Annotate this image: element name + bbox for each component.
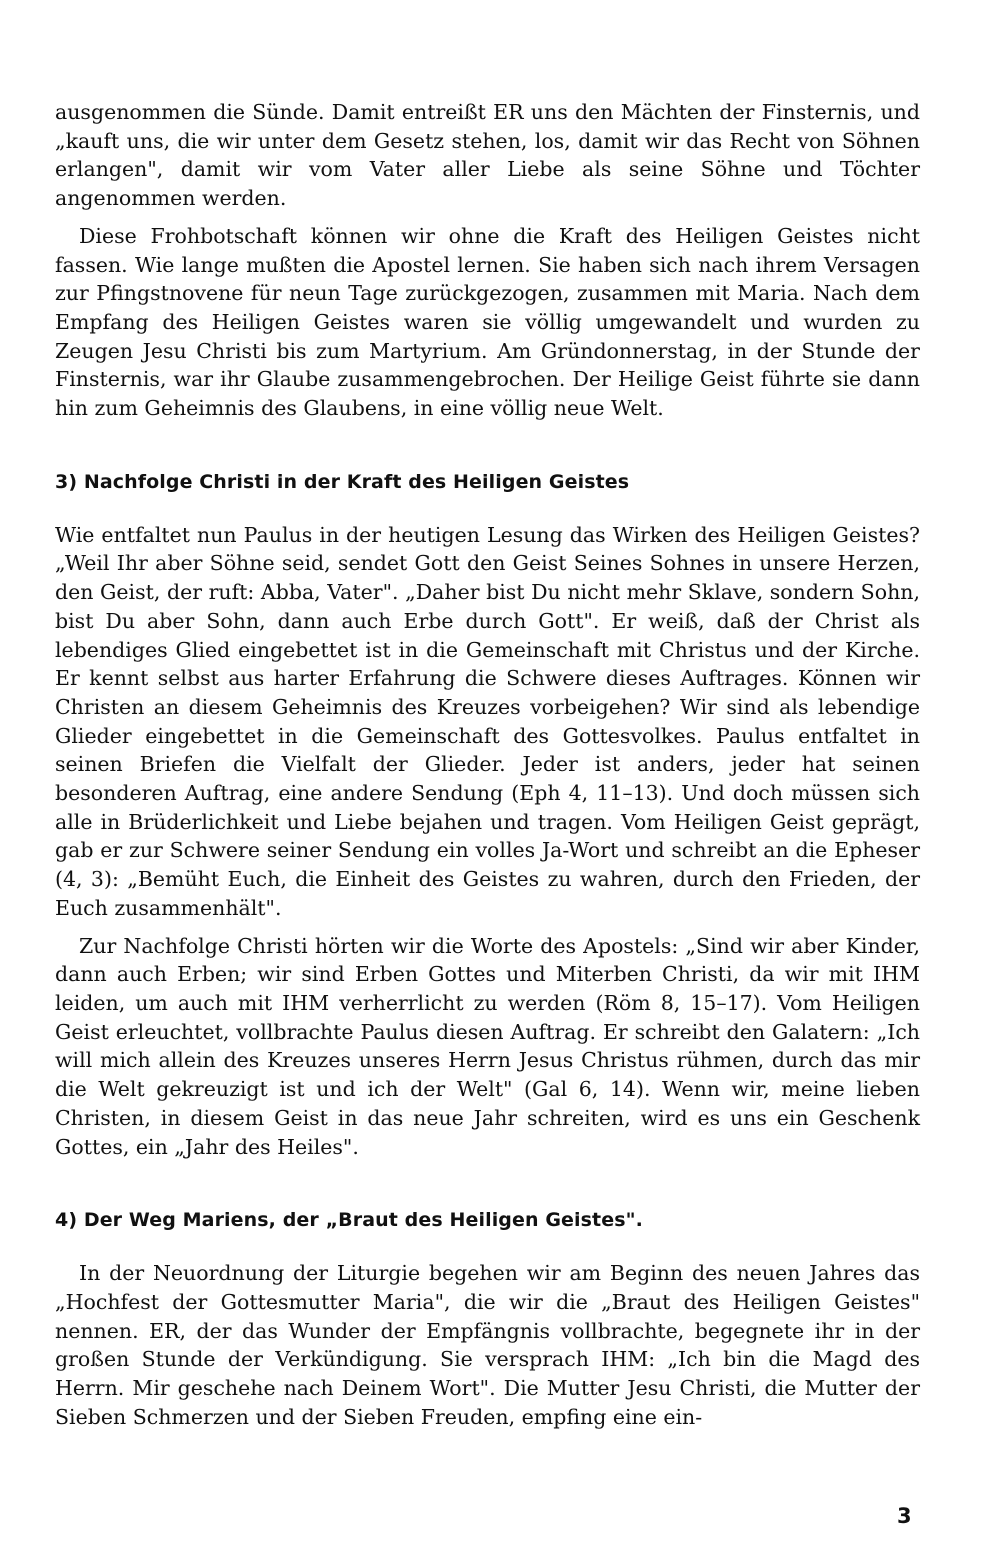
page-body bbox=[55, 98, 920, 1431]
paragraph-continuation: ausgenommen die Sünde. Damit entreißt ER uns den Mächten der Finsternis, und „kauft uns, die wir unter dem Gesetz stehen, los, damit wir das Recht von Söhnen erlangen", damit wir vom Vater aller Liebe als seine Söhne und Töchter angenommen werden. bbox=[55, 100, 920, 211]
section-heading-4: 4) Der Weg Mariens, der „Braut des Heiligen Geistes". bbox=[55, 1209, 643, 1232]
paragraph-paulus: Wie entfaltet nun Paulus in der heutigen Lesung das Wirken des Heiligen Geistes? „Weil Ihr aber Söhne seid, sendet Gott den Geist Seines Sohnes in unsere Herzen, den Geist, der ruft: Abba, Vater". „Daher bist Du nicht mehr Sklave, sondern Sohn, bist Du aber Sohn, dann auch Erbe durch Gott". Er weiß, daß der Christ als lebendiges Glied eingebettet ist in die Gemeinschaft mit Christus und der Kirche. Er kennt selbst aus harter Erfahrung die Schwere dieses Auftrages. Können wir Christen an diesem Geheimnis des Kreuzes vorbeigehen? Wir sind als lebendige Glieder eingebettet in die Gemeinschaft des Gottesvolkes. Paulus entfaltet in seinen Briefen die Vielfalt der Glieder. Jeder ist anders, jeder hat seinen besonderen Auftrag, eine andere Sendung (Eph 4, 11–13). Und doch müssen sich alle in Brüderlichkeit und Liebe bejahen und tragen. Vom Heiligen Geist geprägt, gab er zur Schwere seiner Sendung ein volles Ja-Wort und schreibt an die Epheser (4, 3): „Bemüht Euch, die Einheit des Geistes zu wahren, durch den Frieden, der Euch zusammenhält". bbox=[55, 522, 920, 920]
paragraph-liturgie: In der Neuordnung der Liturgie begehen wir am Beginn des neuen Jahres das „Hochfest der Gottesmutter Maria", die wir die „Braut des Heiligen Geistes" nennen. ER, der das Wunder der Empfängnis vollbrachte, begegnete ihr in der großen Stunde der Verkündigung. Sie versprach IHM: „Ich bin die Magd des Herrn. Mir geschehe nach Deinem Wort". Die Mutter Jesu Christi, die Mutter der Sieben Schmerzen und der Sieben Freuden, empfing eine ein- bbox=[55, 1261, 920, 1429]
paragraph-frohbotschaft: Diese Frohbotschaft können wir ohne die Kraft des Heiligen Geistes nicht fassen. Wie lange mußten die Apostel lernen. Sie haben sich nach ihrem Versagen zur Pfingstnovene für neun Tage zurückgezogen, zusammen mit Maria. Nach dem Empfang des Heiligen Geistes waren sie völlig umgewandelt und wurden zu Zeugen Jesu Christi bis zum Martyrium. Am Gründonnerstag, in der Stunde der Finsternis, war ihr Glaube zusammengebrochen. Der Heilige Geist führte sie dann hin zum Geheimnis des Glaubens, in eine völlig neue Welt. bbox=[55, 223, 920, 421]
paragraph-nachfolge: Zur Nachfolge Christi hörten wir die Worte des Apostels: „Sind wir aber Kinder, dann auch Erben; wir sind Erben Gottes und Miterben Christi, da wir mit IHM leiden, um auch mit IHM verherrlicht zu werden (Röm 8, 15–17). Vom Heiligen Geist erleuchtet, vollbrachte Paulus diesen Auftrag. Er schreibt den Galatern: „Ich will mich allein des Kreuzes unseres Herrn Jesus Christus rühmen, durch das mir die Welt gekreuzigt ist und ich der Welt" (Gal 6, 14). Wenn wir, meine lieben Christen, in diesem Geist in das neue Jahr schreiten, wird es uns ein Geschenk Gottes, ein „Jahr des Heiles". bbox=[55, 933, 920, 1159]
section-heading-3: 3) Nachfolge Christi in der Kraft des Heiligen Geistes bbox=[55, 470, 630, 493]
page-number: 3 bbox=[897, 1504, 912, 1528]
